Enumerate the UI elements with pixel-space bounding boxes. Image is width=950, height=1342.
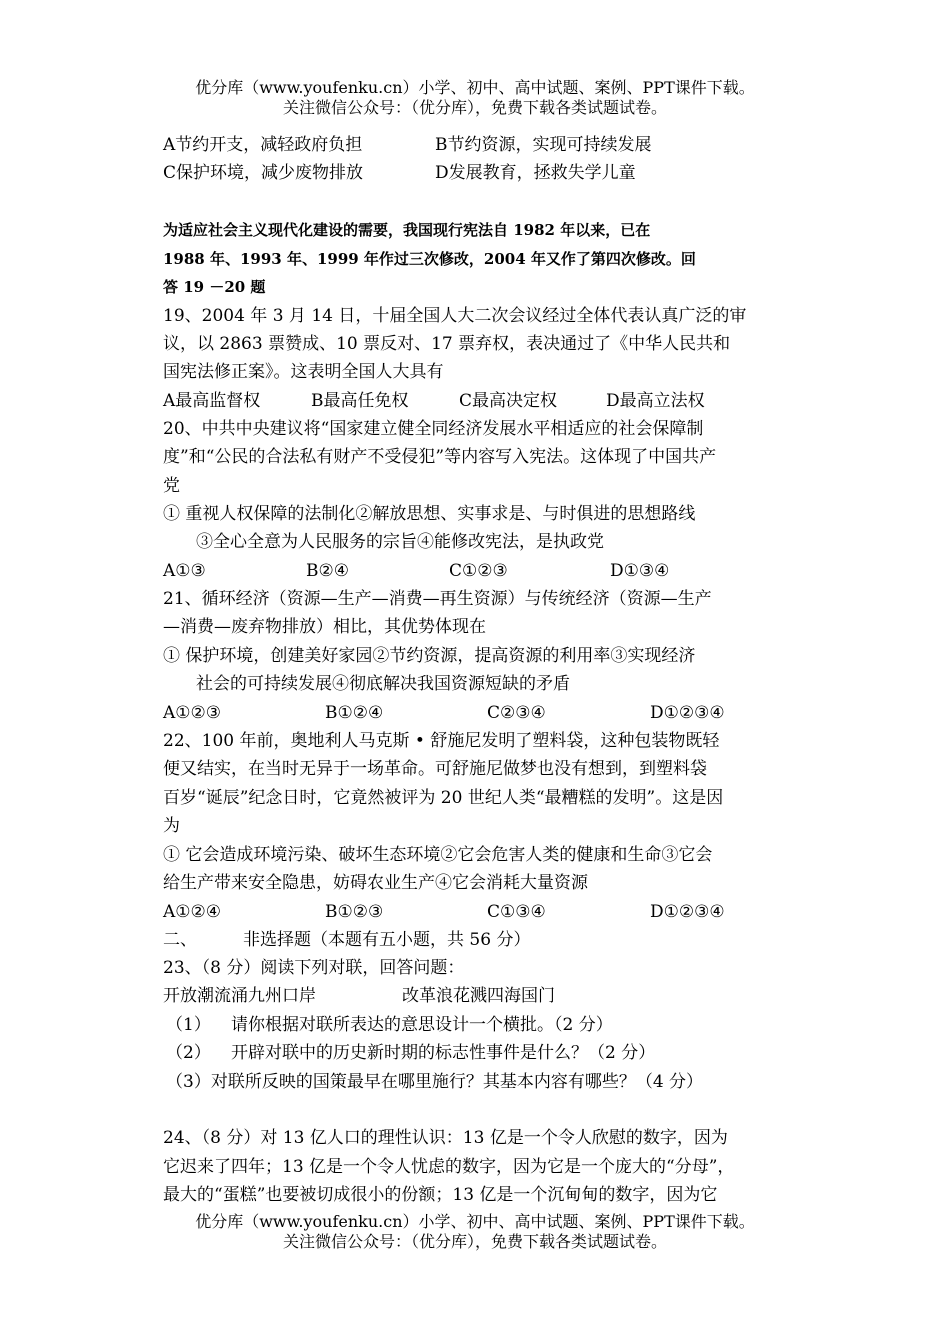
q20-option-c: C①②③ bbox=[449, 561, 508, 581]
q21-option-c: C②③④ bbox=[487, 703, 546, 723]
q23-sub-1-number: （1） bbox=[166, 1015, 211, 1035]
q19-line-1: 19、2004 年 3 月 14 日，十届全国人大二次会议经过全体代表认真广泛的审 bbox=[163, 306, 747, 326]
q22-option-d: D①②③④ bbox=[650, 902, 725, 922]
q20-line-2: 度”和“公民的合法私有财产不受侵犯”等内容写入宪法。这体现了中国共产 bbox=[163, 447, 717, 467]
q23-sub-2-number: （2） bbox=[166, 1043, 211, 1063]
header-line-1: 优分库（www.youfenku.cn）小学、初中、高中试题、案例、PPT课件下载。 bbox=[195, 78, 755, 97]
q21-item-2: 社会的可持续发展④彻底解决我国资源短缺的矛盾 bbox=[196, 674, 570, 694]
option-d: D发展教育，拯救失学儿童 bbox=[435, 163, 636, 183]
section-2-number: 二、 bbox=[163, 930, 197, 950]
q20-item-1: ① 重视人权保障的法制化②解放思想、实事求是、与时俱进的思想路线 bbox=[163, 504, 696, 524]
option-a: A节约开支，减轻政府负担 bbox=[163, 135, 363, 155]
couplet-right: 改革浪花溅四海国门 bbox=[402, 986, 555, 1006]
q19-line-3: 国宪法修正案》。这表明全国人大具有 bbox=[163, 362, 444, 382]
header-line-2: 关注微信公众号：（优分库），免费下载各类试题试卷。 bbox=[282, 98, 667, 117]
q23-sub-2: 开辟对联中的历史新时期的标志性事件是什么？（2 分） bbox=[231, 1043, 656, 1063]
q19-option-a: A最高监督权 bbox=[163, 391, 261, 411]
q19-line-2: 议，以 2863 票赞成、10 票反对、17 票弃权，表决通过了《中华人民共和 bbox=[163, 334, 731, 354]
q21-line-2: —消费—废弃物排放）相比，其优势体现在 bbox=[163, 617, 486, 637]
q20-item-2: ③全心全意为人民服务的宗旨④能修改宪法，是执政党 bbox=[196, 532, 604, 552]
q23-line-1: 23、（8 分）阅读下列对联，回答问题： bbox=[163, 958, 465, 978]
q21-line-1: 21、循环经济（资源—生产—消费—再生资源）与传统经济（资源—生产 bbox=[163, 589, 712, 609]
q23-sub-1: 请你根据对联所表达的意思设计一个横批。（2 分） bbox=[231, 1015, 613, 1035]
q22-line-2: 便又结实，在当时无异于一场革命。可舒施尼做梦也没有想到，到塑料袋 bbox=[163, 759, 707, 779]
intro-line-1: 为适应社会主义现代化建设的需要，我国现行宪法自 1982 年以来，已在 bbox=[163, 221, 651, 239]
option-c: C保护环境，减少废物排放 bbox=[163, 163, 364, 183]
q21-option-b: B①②④ bbox=[325, 703, 384, 723]
q19-option-d: D最高立法权 bbox=[606, 391, 705, 411]
couplet-left: 开放潮流涌九州口岸 bbox=[163, 986, 316, 1006]
q22-line-4: 为 bbox=[163, 816, 180, 836]
q22-item-1: ① 它会造成环境污染、破坏生态环境②它会危害人类的健康和生命③它会 bbox=[163, 845, 713, 865]
q20-line-1: 20、中共中央建议将“国家建立健全同经济发展水平相适应的社会保障制 bbox=[163, 419, 704, 439]
q20-option-a: A①③ bbox=[163, 561, 206, 581]
option-b: B节约资源，实现可持续发展 bbox=[435, 135, 652, 155]
q22-item-2: 给生产带来安全隐患，妨碍农业生产④它会消耗大量资源 bbox=[163, 873, 588, 893]
footer-line-1: 优分库（www.youfenku.cn）小学、初中、高中试题、案例、PPT课件下载。 bbox=[195, 1212, 755, 1231]
q20-line-3: 党 bbox=[163, 476, 180, 496]
q21-option-a: A①②③ bbox=[163, 703, 221, 723]
q19-option-c: C最高决定权 bbox=[459, 391, 558, 411]
q22-line-1: 22、100 年前，奥地利人马克斯 • 舒施尼发明了塑料袋，这种包装物既轻 bbox=[163, 731, 720, 751]
intro-line-3: 答 19 －20 题 bbox=[163, 278, 266, 296]
q22-line-3: 百岁“诞辰”纪念日时，它竟然被评为 20 世纪人类“最糟糕的发明”。这是因 bbox=[163, 788, 724, 808]
q20-option-d: D①③④ bbox=[610, 561, 670, 581]
q23-sub-3: （3）对联所反映的国策最早在哪里施行？其基本内容有哪些？（4 分） bbox=[166, 1072, 704, 1092]
q24-line-2: 它迟来了四年；13 亿是一个令人忧虑的数字，因为它是一个庞大的“分母”， bbox=[163, 1157, 735, 1177]
footer-line-2: 关注微信公众号：（优分库），免费下载各类试题试卷。 bbox=[282, 1232, 667, 1251]
q22-option-c: C①③④ bbox=[487, 902, 546, 922]
intro-line-2: 1988 年、1993 年、1999 年作过三次修改，2004 年又作了第四次修改。回 bbox=[163, 250, 696, 268]
q19-option-b: B最高任免权 bbox=[311, 391, 409, 411]
q20-option-b: B②④ bbox=[306, 561, 349, 581]
q21-item-1: ① 保护环境，创建美好家园②节约资源，提高资源的利用率③实现经济 bbox=[163, 646, 696, 666]
section-2-title: 非选择题（本题有五小题，共 56 分） bbox=[243, 930, 531, 950]
q24-line-1: 24、（8 分）对 13 亿人口的理性认识：13 亿是一个令人欣慰的数字，因为 bbox=[163, 1128, 728, 1148]
q22-option-b: B①②③ bbox=[325, 902, 384, 922]
q21-option-d: D①②③④ bbox=[650, 703, 725, 723]
q22-option-a: A①②④ bbox=[163, 902, 221, 922]
q24-line-3: 最大的“蛋糕”也要被切成很小的份额；13 亿是一个沉甸甸的数字，因为它 bbox=[163, 1185, 718, 1205]
